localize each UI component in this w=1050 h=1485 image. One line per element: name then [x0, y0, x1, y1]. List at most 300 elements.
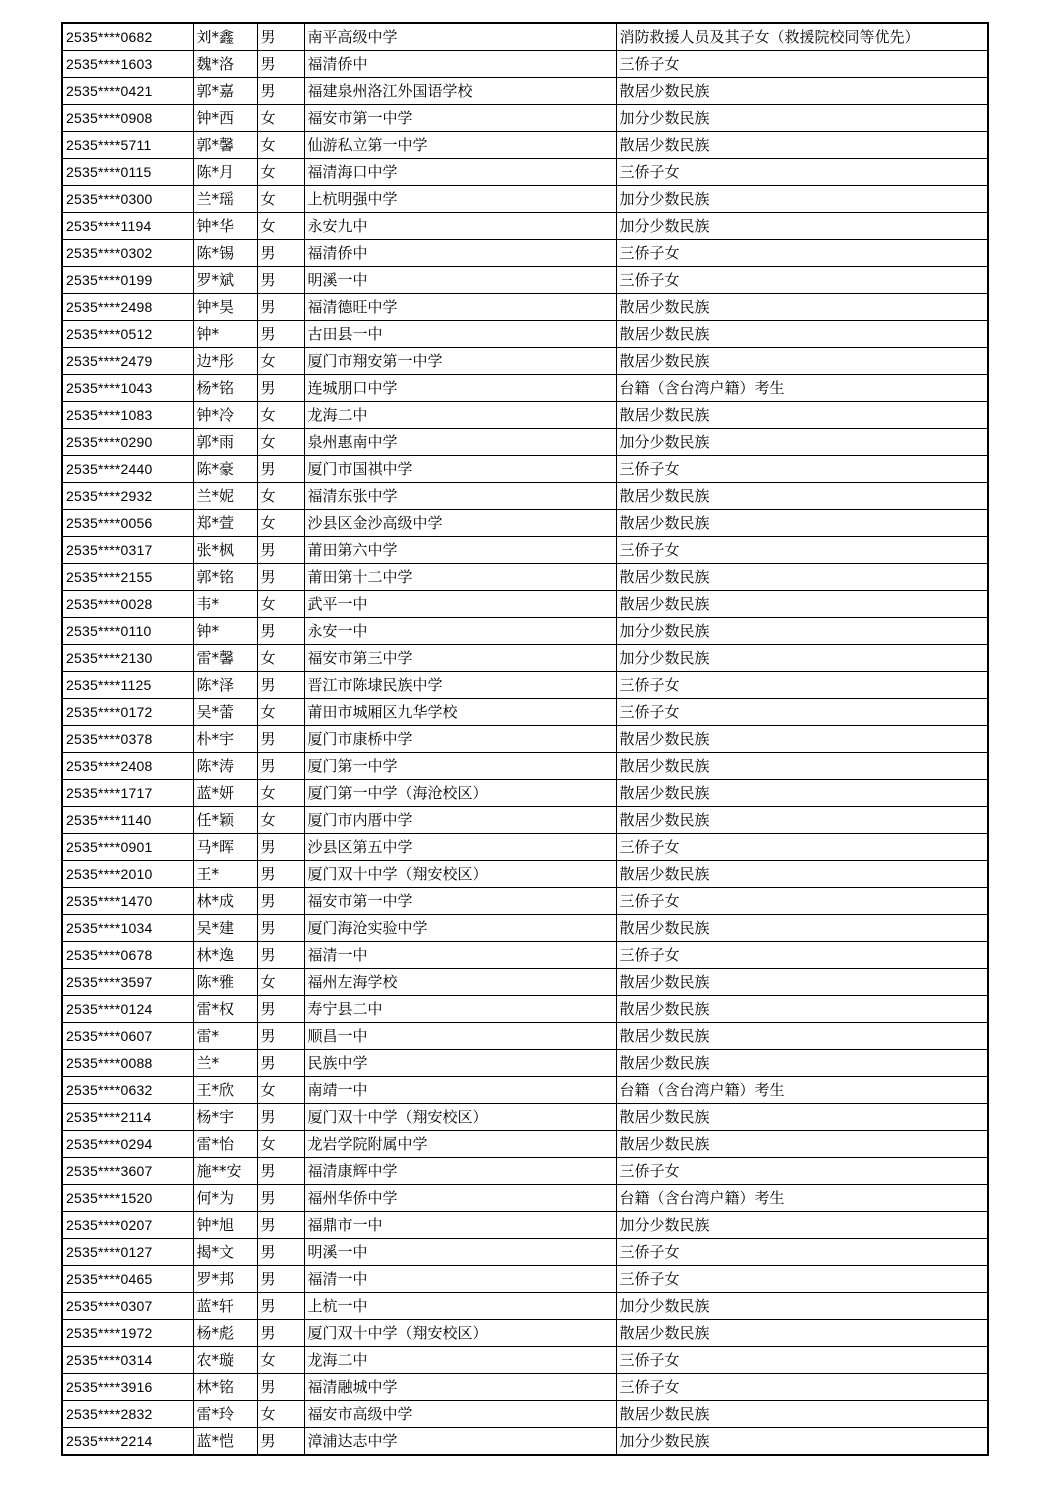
- candidate-id-cell: 2535****2130: [62, 645, 193, 672]
- school-cell: 上杭明强中学: [304, 186, 616, 213]
- name-cell: 林*铭: [193, 1374, 257, 1401]
- school-cell: 明溪一中: [304, 1239, 616, 1266]
- school-cell: 漳浦达志中学: [304, 1428, 616, 1456]
- name-cell: 兰*妮: [193, 483, 257, 510]
- school-cell: 沙县区第五中学: [304, 834, 616, 861]
- school-cell: 厦门双十中学（翔安校区）: [304, 1320, 616, 1347]
- category-cell: 三侨子女: [616, 888, 988, 915]
- category-cell: 加分少数民族: [616, 645, 988, 672]
- name-cell: 魏*洛: [193, 51, 257, 78]
- school-cell: 福州华侨中学: [304, 1185, 616, 1212]
- name-cell: 林*逸: [193, 942, 257, 969]
- table-row: [62, 375, 988, 402]
- candidate-id-cell: 2535****3597: [62, 969, 193, 996]
- candidate-id-cell: 2535****0199: [62, 267, 193, 294]
- table-row: [62, 969, 988, 996]
- name-cell: 郭*馨: [193, 132, 257, 159]
- name-cell: 任*颖: [193, 807, 257, 834]
- school-cell: 民族中学: [304, 1050, 616, 1077]
- gender-cell: 男: [257, 996, 304, 1023]
- school-cell: 晋江市陈埭民族中学: [304, 672, 616, 699]
- table-row: [62, 51, 988, 78]
- gender-cell: 女: [257, 402, 304, 429]
- candidate-id-cell: 2535****1140: [62, 807, 193, 834]
- category-cell: 加分少数民族: [616, 186, 988, 213]
- candidate-id-cell: 2535****0110: [62, 618, 193, 645]
- school-cell: 福清德旺中学: [304, 294, 616, 321]
- table-row: [62, 753, 988, 780]
- candidate-id-cell: 2535****0314: [62, 1347, 193, 1374]
- category-cell: 消防救援人员及其子女（救援院校同等优先）: [616, 23, 988, 51]
- gender-cell: 男: [257, 834, 304, 861]
- candidate-id-cell: 2535****0512: [62, 321, 193, 348]
- category-cell: 三侨子女: [616, 699, 988, 726]
- candidate-id-cell: 2535****0290: [62, 429, 193, 456]
- category-cell: 散居少数民族: [616, 564, 988, 591]
- table-row: [62, 294, 988, 321]
- candidate-id-cell: 2535****1194: [62, 213, 193, 240]
- category-cell: 散居少数民族: [616, 726, 988, 753]
- candidate-id-cell: 2535****2498: [62, 294, 193, 321]
- school-cell: 泉州惠南中学: [304, 429, 616, 456]
- table-row: [62, 915, 988, 942]
- gender-cell: 女: [257, 591, 304, 618]
- gender-cell: 女: [257, 1077, 304, 1104]
- gender-cell: 男: [257, 1104, 304, 1131]
- category-cell: 散居少数民族: [616, 1131, 988, 1158]
- category-cell: 散居少数民族: [616, 483, 988, 510]
- school-cell: 厦门市内厝中学: [304, 807, 616, 834]
- category-cell: 散居少数民族: [616, 321, 988, 348]
- candidate-id-cell: 2535****1470: [62, 888, 193, 915]
- table-row: [62, 1266, 988, 1293]
- table-row: [62, 807, 988, 834]
- gender-cell: 男: [257, 375, 304, 402]
- candidate-id-cell: 2535****1034: [62, 915, 193, 942]
- category-cell: 三侨子女: [616, 1374, 988, 1401]
- table-row: [62, 1212, 988, 1239]
- name-cell: 罗*斌: [193, 267, 257, 294]
- gender-cell: 男: [257, 1428, 304, 1456]
- table-row: [62, 429, 988, 456]
- candidate-id-cell: 2535****0678: [62, 942, 193, 969]
- table-row: [62, 564, 988, 591]
- candidate-id-cell: 2535****0127: [62, 1239, 193, 1266]
- gender-cell: 女: [257, 159, 304, 186]
- table-row: [62, 267, 988, 294]
- name-cell: 兰*: [193, 1050, 257, 1077]
- gender-cell: 男: [257, 78, 304, 105]
- table-row: [62, 672, 988, 699]
- category-cell: 三侨子女: [616, 1158, 988, 1185]
- table-row: [62, 1428, 988, 1456]
- table-row: [62, 1077, 988, 1104]
- school-cell: 福州左海学校: [304, 969, 616, 996]
- school-cell: 古田县一中: [304, 321, 616, 348]
- school-cell: 莆田第六中学: [304, 537, 616, 564]
- name-cell: 钟*昊: [193, 294, 257, 321]
- candidate-id-cell: 2535****2479: [62, 348, 193, 375]
- category-cell: 散居少数民族: [616, 753, 988, 780]
- candidate-id-cell: 2535****0378: [62, 726, 193, 753]
- candidate-id-cell: 2535****0124: [62, 996, 193, 1023]
- candidate-id-cell: 2535****0115: [62, 159, 193, 186]
- candidate-id-cell: 2535****5711: [62, 132, 193, 159]
- table-row: [62, 1401, 988, 1428]
- table-row: [62, 483, 988, 510]
- category-cell: 加分少数民族: [616, 105, 988, 132]
- school-cell: 龙海二中: [304, 402, 616, 429]
- gender-cell: 女: [257, 807, 304, 834]
- gender-cell: 男: [257, 915, 304, 942]
- school-cell: 福安市高级中学: [304, 1401, 616, 1428]
- category-cell: 三侨子女: [616, 240, 988, 267]
- table-row: [62, 1347, 988, 1374]
- category-cell: 散居少数民族: [616, 591, 988, 618]
- table-row: [62, 348, 988, 375]
- gender-cell: 女: [257, 969, 304, 996]
- name-cell: 王*: [193, 861, 257, 888]
- candidate-id-cell: 2535****0908: [62, 105, 193, 132]
- gender-cell: 女: [257, 348, 304, 375]
- candidate-id-cell: 2535****2010: [62, 861, 193, 888]
- school-cell: 厦门第一中学: [304, 753, 616, 780]
- school-cell: 福鼎市一中: [304, 1212, 616, 1239]
- name-cell: 边*彤: [193, 348, 257, 375]
- school-cell: 厦门市国祺中学: [304, 456, 616, 483]
- gender-cell: 女: [257, 699, 304, 726]
- name-cell: 刘*鑫: [193, 23, 257, 51]
- category-cell: 散居少数民族: [616, 348, 988, 375]
- name-cell: 雷*玲: [193, 1401, 257, 1428]
- gender-cell: 男: [257, 1050, 304, 1077]
- category-cell: 加分少数民族: [616, 618, 988, 645]
- candidate-id-cell: 2535****0056: [62, 510, 193, 537]
- category-cell: 散居少数民族: [616, 510, 988, 537]
- candidate-id-cell: 2535****0607: [62, 1023, 193, 1050]
- table-row: [62, 456, 988, 483]
- school-cell: 仙游私立第一中学: [304, 132, 616, 159]
- gender-cell: 男: [257, 1185, 304, 1212]
- gender-cell: 女: [257, 1347, 304, 1374]
- gender-cell: 女: [257, 1131, 304, 1158]
- candidate-id-cell: 2535****1603: [62, 51, 193, 78]
- candidate-id-cell: 2535****0300: [62, 186, 193, 213]
- table-row: [62, 699, 988, 726]
- name-cell: 郭*嘉: [193, 78, 257, 105]
- school-cell: 厦门市翔安第一中学: [304, 348, 616, 375]
- candidate-id-cell: 2535****0307: [62, 1293, 193, 1320]
- gender-cell: 女: [257, 780, 304, 807]
- name-cell: 雷*馨: [193, 645, 257, 672]
- table-row: [62, 861, 988, 888]
- school-cell: 南靖一中: [304, 1077, 616, 1104]
- table-row: [62, 888, 988, 915]
- gender-cell: 男: [257, 942, 304, 969]
- name-cell: 郭*雨: [193, 429, 257, 456]
- name-cell: 杨*彪: [193, 1320, 257, 1347]
- name-cell: 钟*冷: [193, 402, 257, 429]
- name-cell: 钟*华: [193, 213, 257, 240]
- table-row: [62, 402, 988, 429]
- name-cell: 钟*: [193, 321, 257, 348]
- category-cell: 散居少数民族: [616, 969, 988, 996]
- name-cell: 揭*文: [193, 1239, 257, 1266]
- category-cell: 加分少数民族: [616, 1428, 988, 1456]
- gender-cell: 女: [257, 1401, 304, 1428]
- school-cell: 厦门海沧实验中学: [304, 915, 616, 942]
- table-row: [62, 780, 988, 807]
- name-cell: 陈*豪: [193, 456, 257, 483]
- name-cell: 杨*铭: [193, 375, 257, 402]
- gender-cell: 男: [257, 726, 304, 753]
- name-cell: 王*欣: [193, 1077, 257, 1104]
- school-cell: 龙岩学院附属中学: [304, 1131, 616, 1158]
- category-cell: 三侨子女: [616, 456, 988, 483]
- name-cell: 马*晖: [193, 834, 257, 861]
- name-cell: 雷*怡: [193, 1131, 257, 1158]
- candidate-id-cell: 2535****2440: [62, 456, 193, 483]
- candidate-id-cell: 2535****0317: [62, 537, 193, 564]
- gender-cell: 男: [257, 618, 304, 645]
- table-row: [62, 23, 988, 51]
- table-row: [62, 726, 988, 753]
- name-cell: 陈*月: [193, 159, 257, 186]
- category-cell: 散居少数民族: [616, 1023, 988, 1050]
- category-cell: 散居少数民族: [616, 1050, 988, 1077]
- gender-cell: 男: [257, 753, 304, 780]
- name-cell: 郭*铭: [193, 564, 257, 591]
- gender-cell: 男: [257, 861, 304, 888]
- name-cell: 林*成: [193, 888, 257, 915]
- candidate-id-cell: 2535****1125: [62, 672, 193, 699]
- gender-cell: 男: [257, 1320, 304, 1347]
- table-row: [62, 1239, 988, 1266]
- name-cell: 陈*涛: [193, 753, 257, 780]
- table-row: [62, 78, 988, 105]
- name-cell: 吴*蕾: [193, 699, 257, 726]
- table-row: [62, 645, 988, 672]
- name-cell: 韦*: [193, 591, 257, 618]
- school-cell: 龙海二中: [304, 1347, 616, 1374]
- school-cell: 福建泉州洛江外国语学校: [304, 78, 616, 105]
- name-cell: 张*枫: [193, 537, 257, 564]
- category-cell: 三侨子女: [616, 1266, 988, 1293]
- table-row: [62, 213, 988, 240]
- gender-cell: 男: [257, 294, 304, 321]
- table-row: [62, 1185, 988, 1212]
- gender-cell: 女: [257, 510, 304, 537]
- gender-cell: 男: [257, 51, 304, 78]
- category-cell: 散居少数民族: [616, 78, 988, 105]
- admission-list-table: [61, 22, 989, 1456]
- school-cell: 南平高级中学: [304, 23, 616, 51]
- school-cell: 福清东张中学: [304, 483, 616, 510]
- name-cell: 何*为: [193, 1185, 257, 1212]
- candidate-id-cell: 2535****0088: [62, 1050, 193, 1077]
- category-cell: 散居少数民族: [616, 807, 988, 834]
- category-cell: 加分少数民族: [616, 213, 988, 240]
- school-cell: 福安市第一中学: [304, 888, 616, 915]
- name-cell: 蓝*轩: [193, 1293, 257, 1320]
- table-row: [62, 186, 988, 213]
- category-cell: 三侨子女: [616, 51, 988, 78]
- table-body: [62, 23, 988, 1455]
- name-cell: 蓝*恺: [193, 1428, 257, 1456]
- category-cell: 散居少数民族: [616, 294, 988, 321]
- gender-cell: 男: [257, 1212, 304, 1239]
- candidate-id-cell: 2535****0465: [62, 1266, 193, 1293]
- table-row: [62, 1158, 988, 1185]
- table-row: [62, 321, 988, 348]
- gender-cell: 女: [257, 645, 304, 672]
- category-cell: 三侨子女: [616, 267, 988, 294]
- candidate-id-cell: 2535****0682: [62, 23, 193, 51]
- school-cell: 福清一中: [304, 1266, 616, 1293]
- school-cell: 厦门市康桥中学: [304, 726, 616, 753]
- category-cell: 散居少数民族: [616, 915, 988, 942]
- gender-cell: 女: [257, 105, 304, 132]
- school-cell: 福安市第一中学: [304, 105, 616, 132]
- table-row: [62, 834, 988, 861]
- table-row: [62, 1293, 988, 1320]
- category-cell: 加分少数民族: [616, 429, 988, 456]
- candidate-id-cell: 2535****1520: [62, 1185, 193, 1212]
- gender-cell: 男: [257, 321, 304, 348]
- candidate-id-cell: 2535****1043: [62, 375, 193, 402]
- table-row: [62, 942, 988, 969]
- school-cell: 厦门双十中学（翔安校区）: [304, 1104, 616, 1131]
- candidate-id-cell: 2535****2408: [62, 753, 193, 780]
- category-cell: 三侨子女: [616, 942, 988, 969]
- candidate-id-cell: 2535****1717: [62, 780, 193, 807]
- table-row: [62, 1104, 988, 1131]
- gender-cell: 男: [257, 888, 304, 915]
- name-cell: 蓝*妍: [193, 780, 257, 807]
- gender-cell: 男: [257, 23, 304, 51]
- gender-cell: 男: [257, 1374, 304, 1401]
- category-cell: 散居少数民族: [616, 861, 988, 888]
- candidate-id-cell: 2535****0302: [62, 240, 193, 267]
- table-row: [62, 240, 988, 267]
- candidate-id-cell: 2535****0421: [62, 78, 193, 105]
- name-cell: 施**安: [193, 1158, 257, 1185]
- category-cell: 散居少数民族: [616, 996, 988, 1023]
- category-cell: 散居少数民族: [616, 780, 988, 807]
- school-cell: 福清海口中学: [304, 159, 616, 186]
- category-cell: 加分少数民族: [616, 1293, 988, 1320]
- gender-cell: 男: [257, 672, 304, 699]
- category-cell: 散居少数民族: [616, 1401, 988, 1428]
- candidate-id-cell: 2535****2932: [62, 483, 193, 510]
- candidate-id-cell: 2535****0207: [62, 1212, 193, 1239]
- school-cell: 莆田第十二中学: [304, 564, 616, 591]
- category-cell: 散居少数民族: [616, 132, 988, 159]
- name-cell: 钟*西: [193, 105, 257, 132]
- gender-cell: 男: [257, 240, 304, 267]
- category-cell: 散居少数民族: [616, 402, 988, 429]
- candidate-id-cell: 2535****2832: [62, 1401, 193, 1428]
- name-cell: 罗*邦: [193, 1266, 257, 1293]
- category-cell: 加分少数民族: [616, 1212, 988, 1239]
- category-cell: 三侨子女: [616, 159, 988, 186]
- gender-cell: 男: [257, 1239, 304, 1266]
- school-cell: 沙县区金沙高级中学: [304, 510, 616, 537]
- name-cell: 陈*锡: [193, 240, 257, 267]
- candidate-id-cell: 2535****2155: [62, 564, 193, 591]
- school-cell: 连城朋口中学: [304, 375, 616, 402]
- table-row: [62, 591, 988, 618]
- school-cell: 永安九中: [304, 213, 616, 240]
- school-cell: 福清融城中学: [304, 1374, 616, 1401]
- name-cell: 钟*旭: [193, 1212, 257, 1239]
- table-row: [62, 1131, 988, 1158]
- school-cell: 厦门双十中学（翔安校区）: [304, 861, 616, 888]
- name-cell: 朴*宇: [193, 726, 257, 753]
- school-cell: 福安市第三中学: [304, 645, 616, 672]
- table-row: [62, 537, 988, 564]
- gender-cell: 女: [257, 186, 304, 213]
- candidate-id-cell: 2535****2114: [62, 1104, 193, 1131]
- name-cell: 雷*权: [193, 996, 257, 1023]
- name-cell: 钟*: [193, 618, 257, 645]
- category-cell: 三侨子女: [616, 1239, 988, 1266]
- table-row: [62, 510, 988, 537]
- table-row: [62, 105, 988, 132]
- candidate-id-cell: 2535****3607: [62, 1158, 193, 1185]
- table-row: [62, 996, 988, 1023]
- gender-cell: 女: [257, 213, 304, 240]
- category-cell: 台籍（含台湾户籍）考生: [616, 1077, 988, 1104]
- name-cell: 陈*泽: [193, 672, 257, 699]
- school-cell: 福清一中: [304, 942, 616, 969]
- school-cell: 武平一中: [304, 591, 616, 618]
- candidate-id-cell: 2535****3916: [62, 1374, 193, 1401]
- gender-cell: 男: [257, 456, 304, 483]
- school-cell: 顺昌一中: [304, 1023, 616, 1050]
- name-cell: 杨*宇: [193, 1104, 257, 1131]
- table-row: [62, 1023, 988, 1050]
- gender-cell: 男: [257, 267, 304, 294]
- table-row: [62, 1374, 988, 1401]
- candidate-id-cell: 2535****2214: [62, 1428, 193, 1456]
- candidate-id-cell: 2535****0294: [62, 1131, 193, 1158]
- gender-cell: 男: [257, 537, 304, 564]
- table-row: [62, 1320, 988, 1347]
- name-cell: 郑*萱: [193, 510, 257, 537]
- table-row: [62, 1050, 988, 1077]
- category-cell: 三侨子女: [616, 1347, 988, 1374]
- name-cell: 吴*建: [193, 915, 257, 942]
- name-cell: 陈*雅: [193, 969, 257, 996]
- school-cell: 厦门第一中学（海沧校区）: [304, 780, 616, 807]
- category-cell: 三侨子女: [616, 834, 988, 861]
- table-row: [62, 159, 988, 186]
- category-cell: 三侨子女: [616, 672, 988, 699]
- candidate-id-cell: 2535****0028: [62, 591, 193, 618]
- school-cell: 福清侨中: [304, 51, 616, 78]
- gender-cell: 男: [257, 1023, 304, 1050]
- candidate-id-cell: 2535****0632: [62, 1077, 193, 1104]
- school-cell: 寿宁县二中: [304, 996, 616, 1023]
- name-cell: 雷*: [193, 1023, 257, 1050]
- gender-cell: 男: [257, 1266, 304, 1293]
- category-cell: 台籍（含台湾户籍）考生: [616, 1185, 988, 1212]
- school-cell: 莆田市城厢区九华学校: [304, 699, 616, 726]
- candidate-id-cell: 2535****0172: [62, 699, 193, 726]
- gender-cell: 男: [257, 1158, 304, 1185]
- school-cell: 明溪一中: [304, 267, 616, 294]
